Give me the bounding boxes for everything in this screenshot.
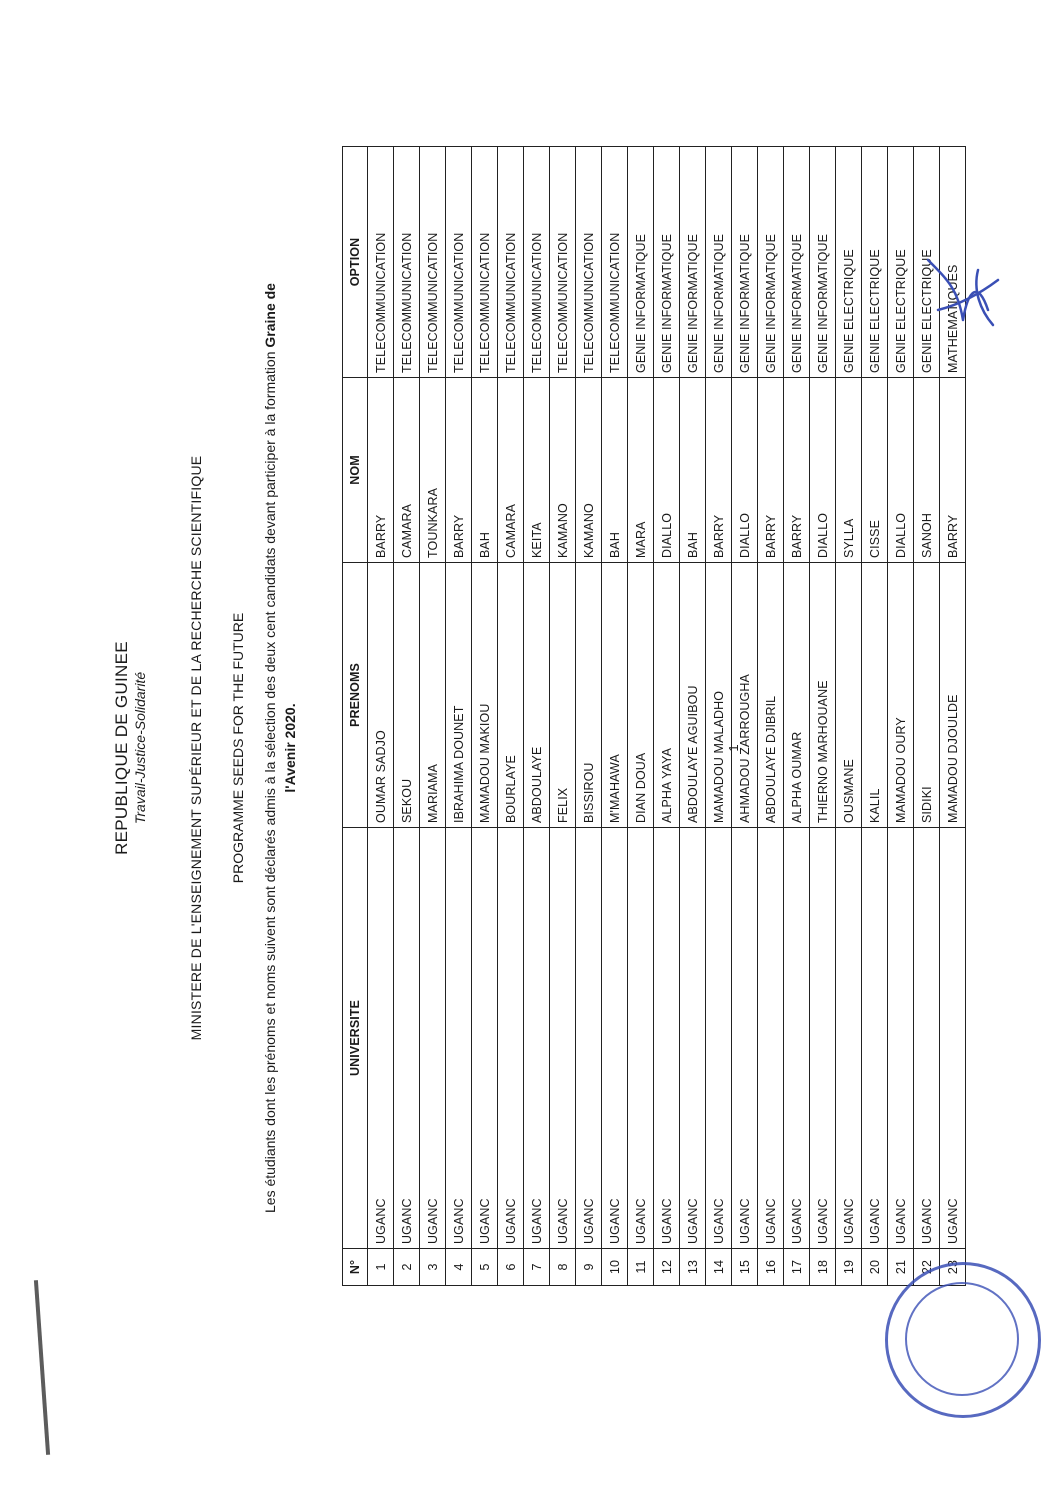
- row-universite: UGANC: [836, 828, 862, 1249]
- row-universite: UGANC: [446, 828, 472, 1249]
- table-row: [810, 147, 836, 1286]
- row-prenoms: ALPHA YAYA: [654, 563, 680, 828]
- row-option: GENIE INFORMATIQUE: [784, 147, 810, 378]
- row-universite: UGANC: [394, 828, 420, 1249]
- row-universite: UGANC: [420, 828, 446, 1249]
- col-header-number: N°: [343, 1249, 368, 1286]
- row-number: 1: [368, 1249, 394, 1286]
- row-option: GENIE INFORMATIQUE: [654, 147, 680, 378]
- row-universite: UGANC: [602, 828, 628, 1249]
- table-row: [576, 147, 602, 1286]
- table-row: [836, 147, 862, 1286]
- row-prenoms: KALIL: [862, 563, 888, 828]
- table-row: [472, 147, 498, 1286]
- row-nom: DIALLO: [732, 378, 758, 563]
- row-number: 9: [576, 1249, 602, 1286]
- row-nom: SYLLA: [836, 378, 862, 563]
- row-universite: UGANC: [888, 828, 914, 1249]
- row-universite: UGANC: [680, 828, 706, 1249]
- table-row: [862, 147, 888, 1286]
- row-number: 17: [784, 1249, 810, 1286]
- row-prenoms: BOURLAYE: [498, 563, 524, 828]
- row-prenoms: MAMADOU OURY: [888, 563, 914, 828]
- row-prenoms: ABDOULAYE DJIBRIL: [758, 563, 784, 828]
- row-prenoms: MAMADOU MALADHO: [706, 563, 732, 828]
- row-number: 5: [472, 1249, 498, 1286]
- row-nom: CISSE: [862, 378, 888, 563]
- row-nom: BAH: [680, 378, 706, 563]
- row-option: GENIE INFORMATIQUE: [732, 147, 758, 378]
- intro-line2: l'Avenir 2020.: [282, 703, 298, 793]
- col-header-nom: NOM: [343, 378, 368, 563]
- row-prenoms: MARIAMA: [420, 563, 446, 828]
- row-prenoms: ABDOULAYE: [524, 563, 550, 828]
- row-universite: UGANC: [550, 828, 576, 1249]
- row-number: 3: [420, 1249, 446, 1286]
- table-row: [550, 147, 576, 1286]
- row-nom: BARRY: [368, 378, 394, 563]
- row-nom: CAMARA: [498, 378, 524, 563]
- intro-text: [262, 0, 278, 1496]
- row-number: 21: [888, 1249, 914, 1286]
- ministry-name: MINISTERE DE L'ENSEIGNEMENT SUPÉRIEUR ET DE LA RECHERCHE SCIENTIFIQUE: [188, 455, 204, 1041]
- col-header-option: OPTION: [343, 147, 368, 378]
- table-header-row: [343, 147, 368, 1286]
- row-number: 16: [758, 1249, 784, 1286]
- row-option: GENIE INFORMATIQUE: [758, 147, 784, 378]
- row-option: GENIE ELECTRIQUE: [914, 147, 940, 378]
- table-row: [394, 147, 420, 1286]
- table-row: [680, 147, 706, 1286]
- row-prenoms: MAMADOU MAKIOU: [472, 563, 498, 828]
- row-nom: DIALLO: [810, 378, 836, 563]
- row-option: GENIE ELECTRIQUE: [862, 147, 888, 378]
- row-universite: UGANC: [472, 828, 498, 1249]
- table-row: [446, 147, 472, 1286]
- row-option: GENIE ELECTRIQUE: [836, 147, 862, 378]
- row-number: 12: [654, 1249, 680, 1286]
- row-option: GENIE INFORMATIQUE: [628, 147, 654, 378]
- row-nom: BARRY: [758, 378, 784, 563]
- row-universite: UGANC: [940, 828, 966, 1249]
- row-universite: UGANC: [784, 828, 810, 1249]
- row-universite: UGANC: [732, 828, 758, 1249]
- row-nom: BARRY: [446, 378, 472, 563]
- row-option: TELECOMMUNICATION: [420, 147, 446, 378]
- row-option: TELECOMMUNICATION: [446, 147, 472, 378]
- row-universite: UGANC: [524, 828, 550, 1249]
- row-universite: UGANC: [654, 828, 680, 1249]
- row-prenoms: ALPHA OUMAR: [784, 563, 810, 828]
- row-universite: UGANC: [862, 828, 888, 1249]
- row-nom: KAMANO: [576, 378, 602, 563]
- row-number: 2: [394, 1249, 420, 1286]
- row-nom: SANOH: [914, 378, 940, 563]
- row-option: GENIE INFORMATIQUE: [706, 147, 732, 378]
- row-number: 10: [602, 1249, 628, 1286]
- row-nom: KAMANO: [550, 378, 576, 563]
- row-nom: KEITA: [524, 378, 550, 563]
- republic-title: REPUBLIQUE DE GUINEE: [112, 641, 131, 855]
- row-prenoms: ABDOULAYE AGUIBOU: [680, 563, 706, 828]
- row-prenoms: MAMADOU DJOULDE: [940, 563, 966, 828]
- row-number: 22: [914, 1249, 940, 1286]
- row-option: GENIE ELECTRIQUE: [888, 147, 914, 378]
- row-prenoms: M'MAHAWA: [602, 563, 628, 828]
- table-row: [498, 147, 524, 1286]
- intro-bold: Graine de: [262, 283, 278, 348]
- row-number: 19: [836, 1249, 862, 1286]
- row-option: TELECOMMUNICATION: [394, 147, 420, 378]
- table-row: [784, 147, 810, 1286]
- row-nom: BARRY: [784, 378, 810, 563]
- row-number: 7: [524, 1249, 550, 1286]
- row-prenoms: SIDIKI: [914, 563, 940, 828]
- row-prenoms: BISSIROU: [576, 563, 602, 828]
- row-option: TELECOMMUNICATION: [602, 147, 628, 378]
- table-row: [602, 147, 628, 1286]
- row-prenoms: OUMAR SADJO: [368, 563, 394, 828]
- row-number: 6: [498, 1249, 524, 1286]
- table-body: [368, 147, 966, 1286]
- row-option: TELECOMMUNICATION: [368, 147, 394, 378]
- row-prenoms: THIERNO MARHOUANE: [810, 563, 836, 828]
- row-nom: BARRY: [706, 378, 732, 563]
- row-universite: UGANC: [758, 828, 784, 1249]
- row-nom: CAMARA: [394, 378, 420, 563]
- table-row: [368, 147, 394, 1286]
- row-option: TELECOMMUNICATION: [550, 147, 576, 378]
- row-number: 11: [628, 1249, 654, 1286]
- row-universite: UGANC: [914, 828, 940, 1249]
- row-prenoms: SEKOU: [394, 563, 420, 828]
- table-row: [888, 147, 914, 1286]
- row-number: 13: [680, 1249, 706, 1286]
- table-row: [524, 147, 550, 1286]
- row-universite: UGANC: [628, 828, 654, 1249]
- table-row: [628, 147, 654, 1286]
- row-universite: UGANC: [368, 828, 394, 1249]
- row-nom: BAH: [472, 378, 498, 563]
- table-row: [654, 147, 680, 1286]
- page-number: 1: [726, 744, 741, 752]
- row-universite: UGANC: [576, 828, 602, 1249]
- row-nom: DIALLO: [888, 378, 914, 563]
- admitted-students-table: [342, 146, 966, 1286]
- row-universite: UGANC: [810, 828, 836, 1249]
- row-nom: TOUNKARA: [420, 378, 446, 563]
- row-number: 18: [810, 1249, 836, 1286]
- row-option: TELECOMMUNICATION: [472, 147, 498, 378]
- row-number: 23: [940, 1249, 966, 1286]
- row-number: 4: [446, 1249, 472, 1286]
- handwritten-signature: [918, 250, 1008, 340]
- row-prenoms: DIAN DOUA: [628, 563, 654, 828]
- programme-title: PROGRAMME SEEDS FOR THE FUTURE: [230, 612, 246, 884]
- row-number: 20: [862, 1249, 888, 1286]
- row-prenoms: IBRAHIMA DOUNET: [446, 563, 472, 828]
- row-universite: UGANC: [706, 828, 732, 1249]
- official-stamp-inner-ring: [905, 1282, 1019, 1396]
- row-option: MATHEMATIQUES: [940, 147, 966, 378]
- row-universite: UGANC: [498, 828, 524, 1249]
- col-header-prenoms: PRENOMS: [343, 563, 368, 828]
- row-number: 15: [732, 1249, 758, 1286]
- row-nom: BAH: [602, 378, 628, 563]
- row-number: 14: [706, 1249, 732, 1286]
- row-option: TELECOMMUNICATION: [524, 147, 550, 378]
- row-nom: MARA: [628, 378, 654, 563]
- national-motto: Travail-Justice-Solidarité: [132, 671, 148, 825]
- table-row: [420, 147, 446, 1286]
- col-header-universite: UNIVERSITE: [343, 828, 368, 1249]
- row-prenoms: OUSMANE: [836, 563, 862, 828]
- row-option: GENIE INFORMATIQUE: [810, 147, 836, 378]
- row-option: GENIE INFORMATIQUE: [680, 147, 706, 378]
- row-prenoms: FELIX: [550, 563, 576, 828]
- row-option: TELECOMMUNICATION: [576, 147, 602, 378]
- row-option: TELECOMMUNICATION: [498, 147, 524, 378]
- intro-sentence: Les étudiants dont les prénoms et noms suivent sont déclarés admis à la sélection des deux cent candidats devant participer à la formation: [262, 351, 278, 1213]
- row-nom: BARRY: [940, 378, 966, 563]
- row-prenoms: AHMADOU ZARROUGHA: [732, 563, 758, 828]
- row-number: 8: [550, 1249, 576, 1286]
- table-row: [758, 147, 784, 1286]
- row-nom: DIALLO: [654, 378, 680, 563]
